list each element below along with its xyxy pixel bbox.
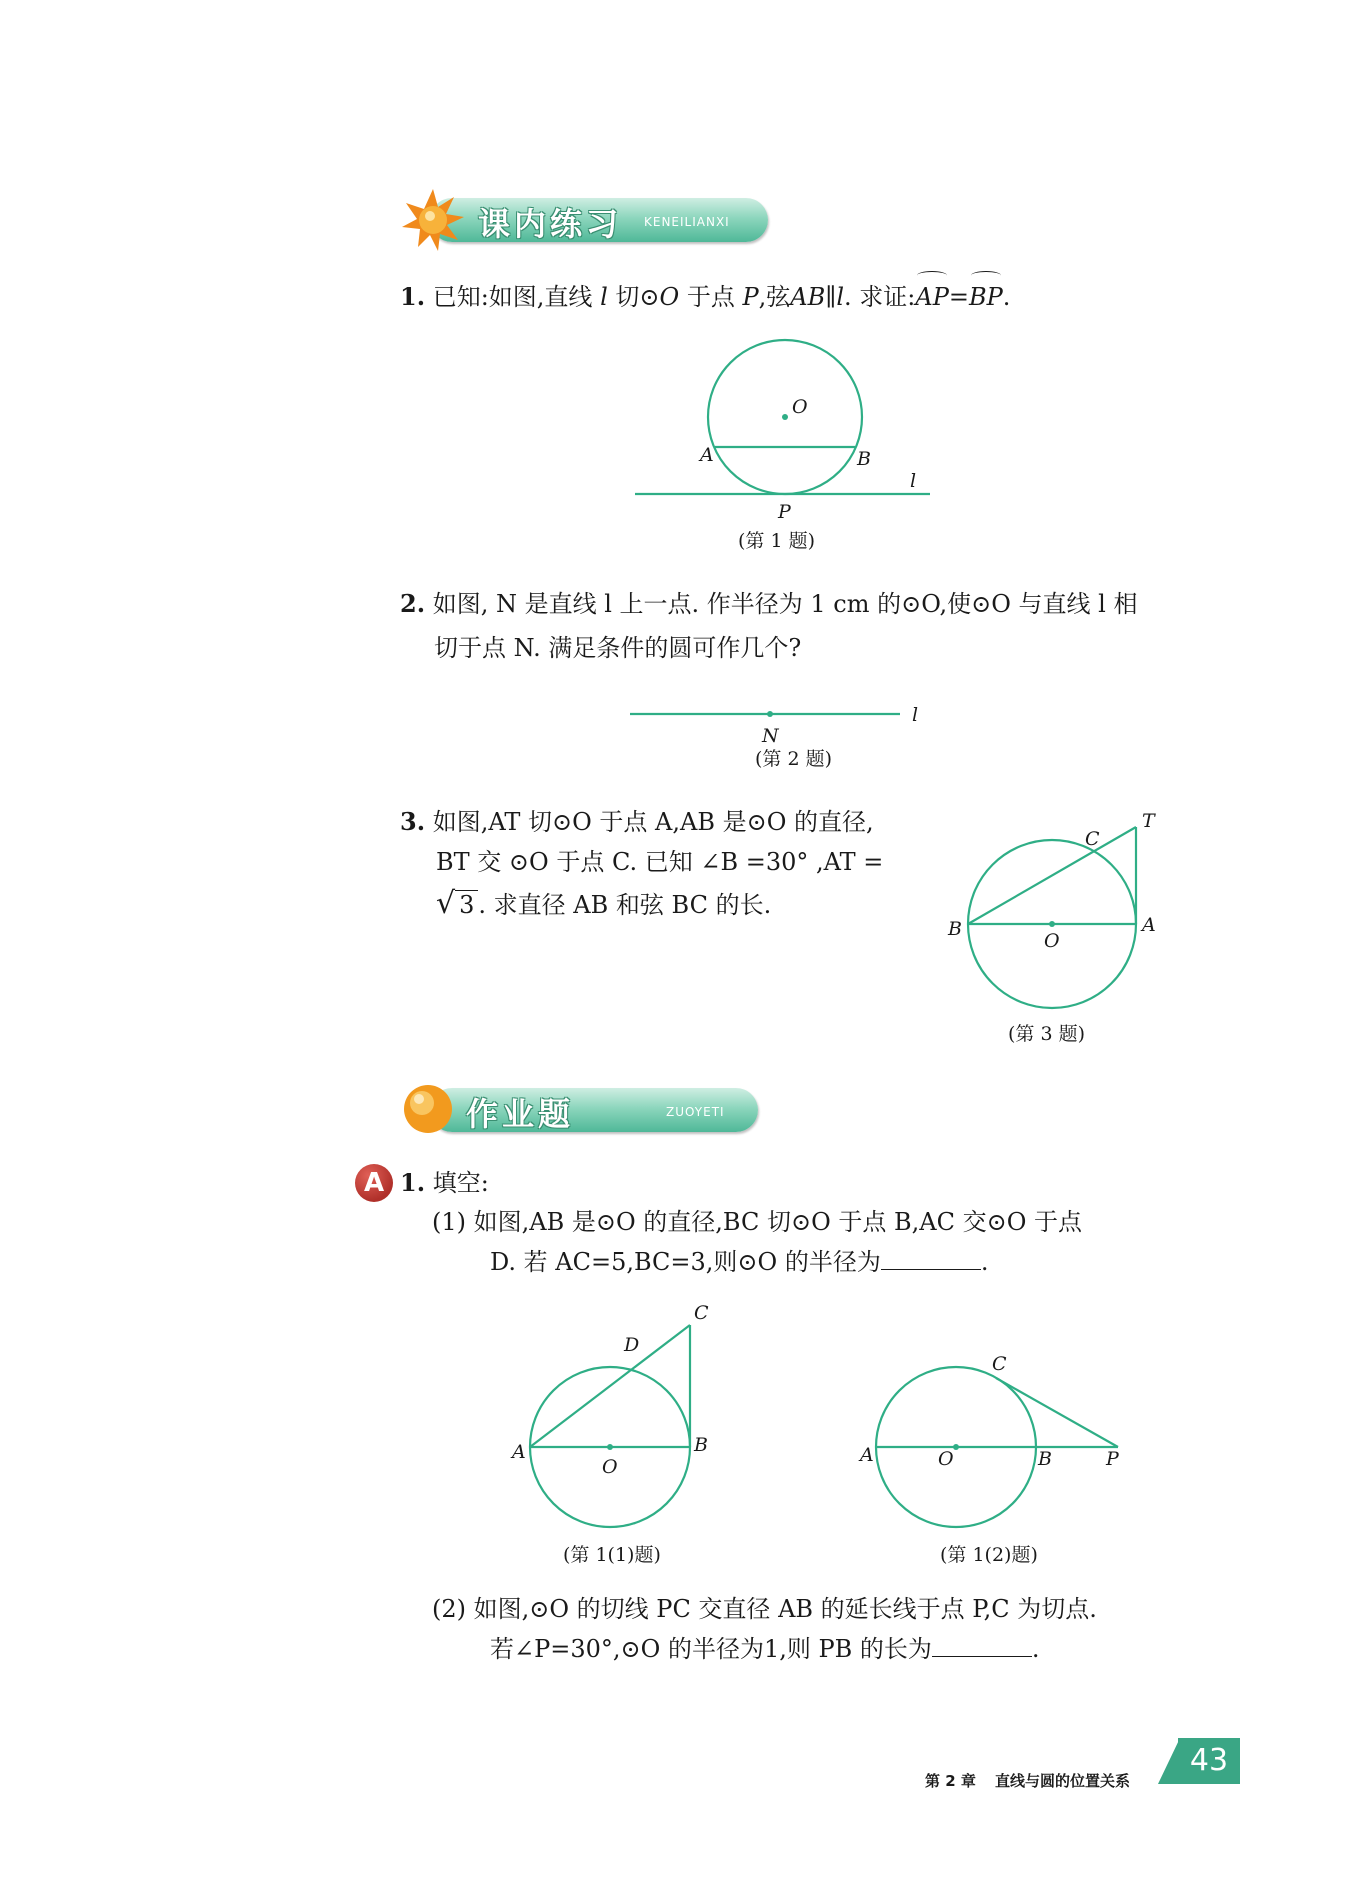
label-o: O [1044,930,1060,952]
label-d: D [624,1334,640,1356]
section-subtitle: KENEILIANXI [644,215,730,229]
answer-blank[interactable] [932,1632,1032,1657]
tangent-pc [996,1378,1118,1447]
homework-1-sub2-line2: 若∠P=30°,⊙O 的半径为1,则 PB 的长为 . [490,1627,1040,1671]
sqrt-value: 3 [455,890,478,919]
label-o: O [602,1456,618,1478]
label-c: C [992,1353,1007,1375]
figure-hw1-1 [500,1295,740,1545]
label-b: B [857,448,871,470]
label-a: A [860,1444,874,1466]
figure-caption: (第 1(1)题) [563,1544,661,1566]
section-banner-zuoye [400,1085,760,1135]
footer-wedge [1158,1738,1180,1784]
level-badge: A [355,1164,393,1202]
center-point [607,1444,613,1450]
homework-1: 1. 填空: [400,1168,489,1197]
question-3-line2: BT 交 ⊙O 于点 C. 已知 ∠B =30° ,AT = [436,848,884,876]
center-point [782,414,788,420]
question-1: 1. 已知:如图,直线 l 切⊙O 于点 P,弦AB∥l. 求证:AP=BP. [400,275,1010,319]
label-p: P [1106,1448,1119,1470]
label-c: C [1085,828,1100,850]
question-number: 2. [400,589,426,618]
figure-2 [620,700,940,750]
label-o: O [938,1448,954,1470]
answer-blank[interactable] [881,1245,981,1270]
footer-title: 直线与圆的位置关系 [995,1772,1131,1790]
question-number: 1. [400,282,426,311]
label-a: A [700,444,714,466]
question-2-line2: 切于点 N. 满足条件的圆可作几个? [434,634,802,662]
section-subtitle: ZUOYETI [666,1105,725,1119]
question-number: 1. [400,1168,426,1197]
figure-hw1-2 [850,1340,1140,1540]
sun-icon [400,187,466,253]
label-l: l [910,470,917,492]
question-number: 3. [400,807,426,836]
footer-chapter: 第 2 章 [925,1772,976,1790]
label-c: C [694,1302,709,1324]
page-number: 43 [1178,1738,1240,1784]
question-3: 3. 如图,AT 切⊙O 于点 A,AB 是⊙O 的直径, [400,807,874,836]
sqrt-symbol: √ [436,886,456,921]
label-t: T [1142,810,1155,832]
label-l: l [912,704,919,726]
arc-ap: AP [915,275,948,319]
center-point [953,1444,959,1450]
center-point [1049,921,1055,927]
label-b: B [1038,1448,1052,1470]
figure-caption: (第 3 题) [1008,1023,1085,1045]
figure-caption: (第 1(2)题) [940,1544,1038,1566]
label-n: N [762,725,779,747]
section-title: 作业题 [466,1095,575,1133]
figure-caption: (第 1 题) [738,530,815,552]
point-n [767,711,773,717]
figure-caption: (第 2 题) [755,748,832,770]
section-banner-kenei [400,195,770,245]
figure-3 [940,805,1170,1015]
question-3-line3: √ 3 . 求直径 AB 和弦 BC 的长. [436,886,772,921]
label-b: B [694,1434,708,1456]
orange-ball-icon [400,1081,456,1137]
figure-1 [620,330,940,520]
label-b: B [948,918,962,940]
label-a: A [512,1441,526,1463]
label-p: P [778,501,791,520]
label-o: O [792,396,808,418]
arc-bp: BP [969,275,1003,319]
section-title: 课内练习 [478,205,623,243]
line-ac [530,1325,690,1447]
question-2: 2. 如图, N 是直线 l 上一点. 作半径为 1 cm 的⊙O,使⊙O 与直线 l 相 [400,589,1138,618]
label-a: A [1142,914,1156,936]
homework-1-sub1: (1) 如图,AB 是⊙O 的直径,BC 切⊙O 于点 B,AC 交⊙O 于点 [432,1208,1083,1236]
homework-1-sub2: (2) 如图,⊙O 的切线 PC 交直径 AB 的延长线于点 P,C 为切点. [432,1595,1097,1623]
homework-1-sub1-line2: D. 若 AC=5,BC=3,则⊙O 的半径为 . [490,1240,988,1284]
line-bt [968,827,1136,924]
